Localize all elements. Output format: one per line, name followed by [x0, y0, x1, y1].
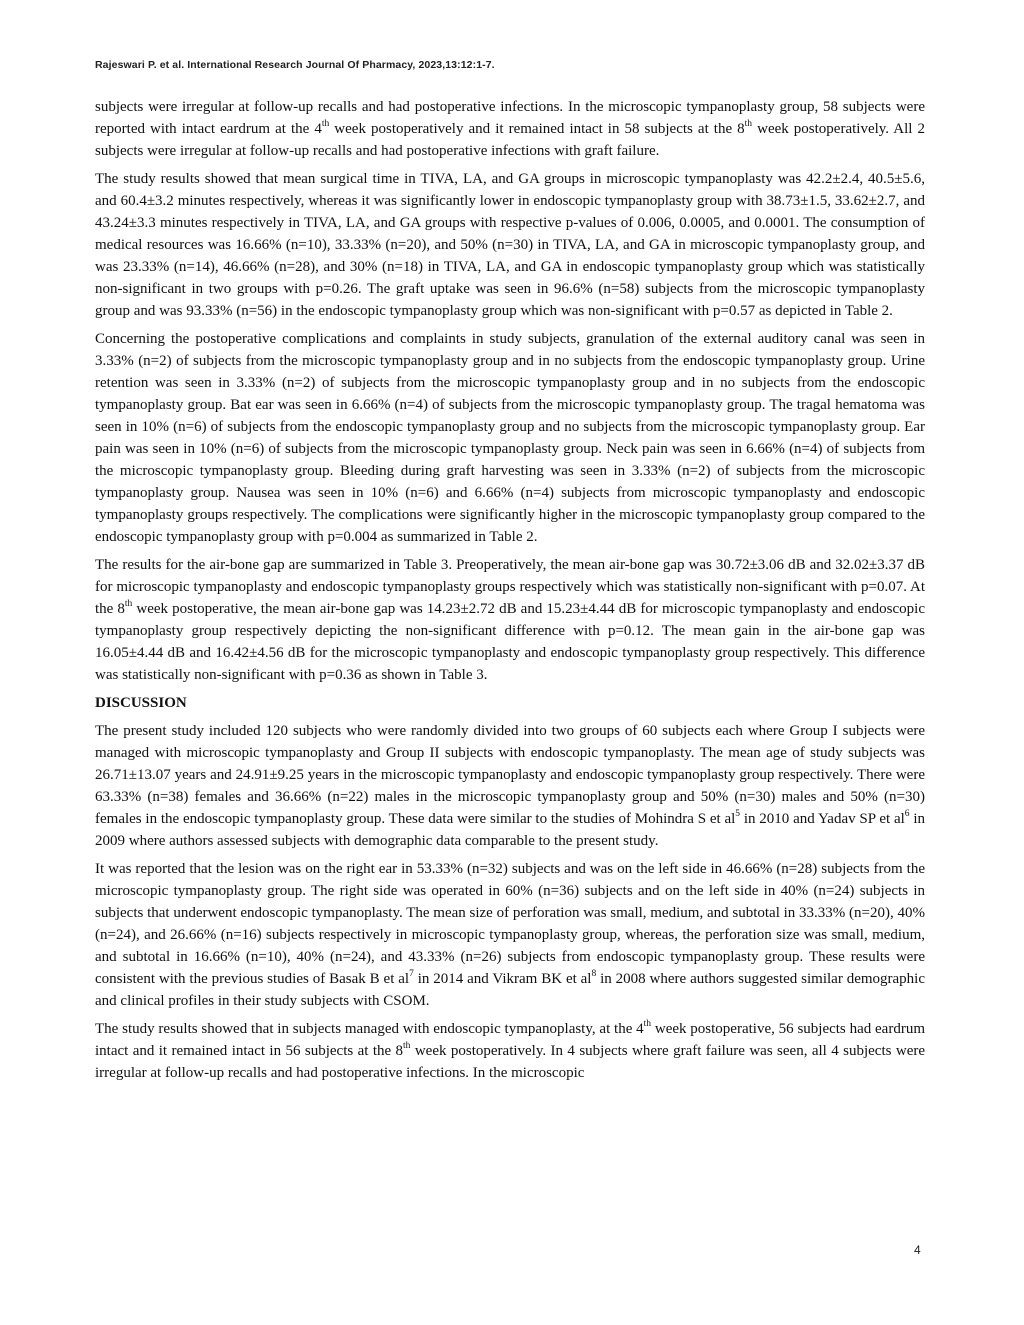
paragraph-text: week postoperatively. All 2 subjects were irregular at follow-up recalls and had postoperative infections with graft failure.	[95, 121, 925, 159]
paragraph-5	[95, 720, 925, 852]
paragraph-text: The study results showed that in subjects managed with endoscopic tympanoplasty, at the 4	[95, 1021, 644, 1037]
paragraph-text: subjects were irregular at follow-up recalls and had postoperative infections. In the microscopic tympanoplasty group, 58 subjects were reported with intact eardrum at the 4	[95, 99, 925, 137]
paragraph-3: Concerning the postoperative complications and complaints in study subjects, granulation of the external auditory canal was seen in 3.33% (n=2) of subjects from the microscopic tympanoplasty group and in no subjects from the endoscopic tympanoplasty group. Urine retention was seen in 3.33% (n=2) of subjects from the microscopic tympanoplasty group and in no subjects from the endoscopic tympanoplasty group. Bat ear was seen in 6.66% (n=4) of subjects from the microscopic tympanoplasty group. The tragal hematoma was seen in 10% (n=6) of subjects from the endoscopic tympanoplasty group and no subjects from the microscopic tympanoplasty group. Ear pain was seen in 10% (n=6) of subjects from the microscopic tympanoplasty group. Neck pain was seen in 6.66% (n=4) of subjects from the microscopic tympanoplasty group. Bleeding during graft harvesting was seen in 3.33% (n=2) of subjects from the microscopic tympanoplasty group. Nausea was seen in 10% (n=6) and 6.66% (n=4) subjects from microscopic tympanoplasty and endoscopic tympanoplasty groups respectively. The complications were significantly higher in the microscopic tympanoplasty group compared to the endoscopic tympanoplasty group with p=0.004 as summarized in Table 2.	[95, 331, 925, 545]
page-number: 4	[914, 1243, 921, 1257]
superscript: th	[403, 1041, 411, 1051]
superscript: th	[321, 119, 330, 129]
citation-superscript: 6	[904, 809, 910, 819]
section-heading-discussion: DISCUSSION	[95, 695, 187, 711]
paragraph-text: in 2008 where authors suggested similar demographic and clinical profiles in their study subjects with CSOM.	[95, 971, 926, 1009]
citation-superscript: 7	[409, 969, 414, 979]
paragraph-text: in 2014 and Vikram BK et al	[413, 971, 592, 987]
paragraph-2: The study results showed that mean surgical time in TIVA, LA, and GA groups in microscopic tympanoplasty was 42.2±2.4, 40.5±5.6, and 60.4±3.2 minutes respectively, whereas it was significantly lower in endoscopic tympanoplasty group with 38.73±1.5, 33.62±2.7, and 43.24±3.3 minutes respectively in TIVA, LA, and GA groups with respective p-values of 0.006, 0.0005, and 0.0001. The consumption of medical resources was 16.66% (n=10), 33.33% (n=20), and 50% (n=30) in TIVA, LA, and GA in microscopic tympanoplasty group, and was 23.33% (n=14), 46.66% (n=28), and 30% (n=18) in TIVA, LA, and GA in endoscopic tympanoplasty group which was statistically non-significant in two groups with p=0.26. The graft uptake was seen in 96.6% (n=58) subjects from the microscopic tympanoplasty group and was 93.33% (n=56) in the endoscopic tympanoplasty group which was non-significant with p=0.57 as depicted in Table 2.	[95, 171, 925, 319]
paragraph-4	[95, 554, 925, 686]
superscript: th	[643, 1019, 652, 1029]
paragraph-1	[95, 96, 925, 162]
paragraph-text: week postoperative, the mean air-bone gap was 14.23±2.72 dB and 15.23±4.44 dB for microscopic tympanoplasty and endoscopic tympanoplasty group respectively depicting the non-significant difference with p=0.12. The mean gain in the air-bone gap was 16.05±4.44 dB and 16.42±4.56 dB for the microscopic tympanoplasty and endoscopic tympanoplasty group respectively. This difference was statistically non-significant with p=0.36 as shown in Table 3.	[95, 601, 925, 683]
superscript: th	[744, 119, 753, 129]
paragraph-text: The results for the air-bone gap are summarized in Table 3. Preoperatively, the mean air-bone gap was 30.72±3.06 dB and 32.02±3.37 dB for microscopic tympanoplasty and endoscopic tympanoplasty groups respectively which was statistically non-significant with p=0.07. At the 8	[95, 557, 925, 617]
paragraph-text: in 2010 and Yadav SP et al	[740, 811, 905, 827]
paragraph-text: week postoperatively. In 4 subjects where graft failure was seen, all 4 subjects were irregular at follow-up recalls and had postoperative infections. In the microscopic	[95, 1043, 925, 1081]
article-body	[95, 96, 925, 1090]
paragraph-text: in 2009 where authors assessed subjects with demographic data comparable to the present study.	[95, 811, 925, 849]
paragraph-text: week postoperative, 56 subjects had eardrum intact and it remained intact in 56 subjects at the 8	[95, 1021, 925, 1059]
paragraph-text: week postoperatively and it remained intact in 58 subjects at the 8	[329, 121, 745, 137]
paragraph-6	[95, 858, 925, 1012]
citation-superscript: 5	[735, 809, 741, 819]
running-header: Rajeswari P. et al. International Research Journal Of Pharmacy, 2023,13:12:1-7.	[95, 59, 495, 71]
paragraph-7	[95, 1018, 925, 1084]
paragraph-text: The present study included 120 subjects who were randomly divided into two groups of 60 subjects each where Group I subjects were managed with microscopic tympanoplasty and Group II subjects with endoscopic tympanoplasty. The mean age of study subjects was 26.71±13.07 years and 24.91±9.25 years in the microscopic tympanoplasty and endoscopic tympanoplasty group respectively. There were 63.33% (n=38) females and 36.66% (n=22) males in the microscopic tympanoplasty group and 50% (n=30) males and 50% (n=30) females in the endoscopic tympanoplasty group. These data were similar to the studies of Mohindra S et al	[95, 723, 925, 827]
superscript: th	[124, 599, 133, 609]
citation-superscript: 8	[591, 969, 597, 979]
paragraph-text: It was reported that the lesion was on the right ear in 53.33% (n=32) subjects and was on the left side in 46.66% (n=28) subjects from the microscopic tympanoplasty group. The right side was operated in 60% (n=36) subjects and on the left side in 40% (n=24) subjects in subjects that underwent endoscopic tympanoplasty. The mean size of perforation was small, medium, and subtotal in 33.33% (n=20), 40% (n=24), and 26.66% (n=16) subjects respectively in microscopic tympanoplasty group, whereas, the perforation size was small, medium, and subtotal in 16.66% (n=10), 40% (n=24), and 43.33% (n=26) subjects from endoscopic tympanoplasty group. These results were consistent with the previous studies of Basak B et al	[95, 861, 925, 987]
